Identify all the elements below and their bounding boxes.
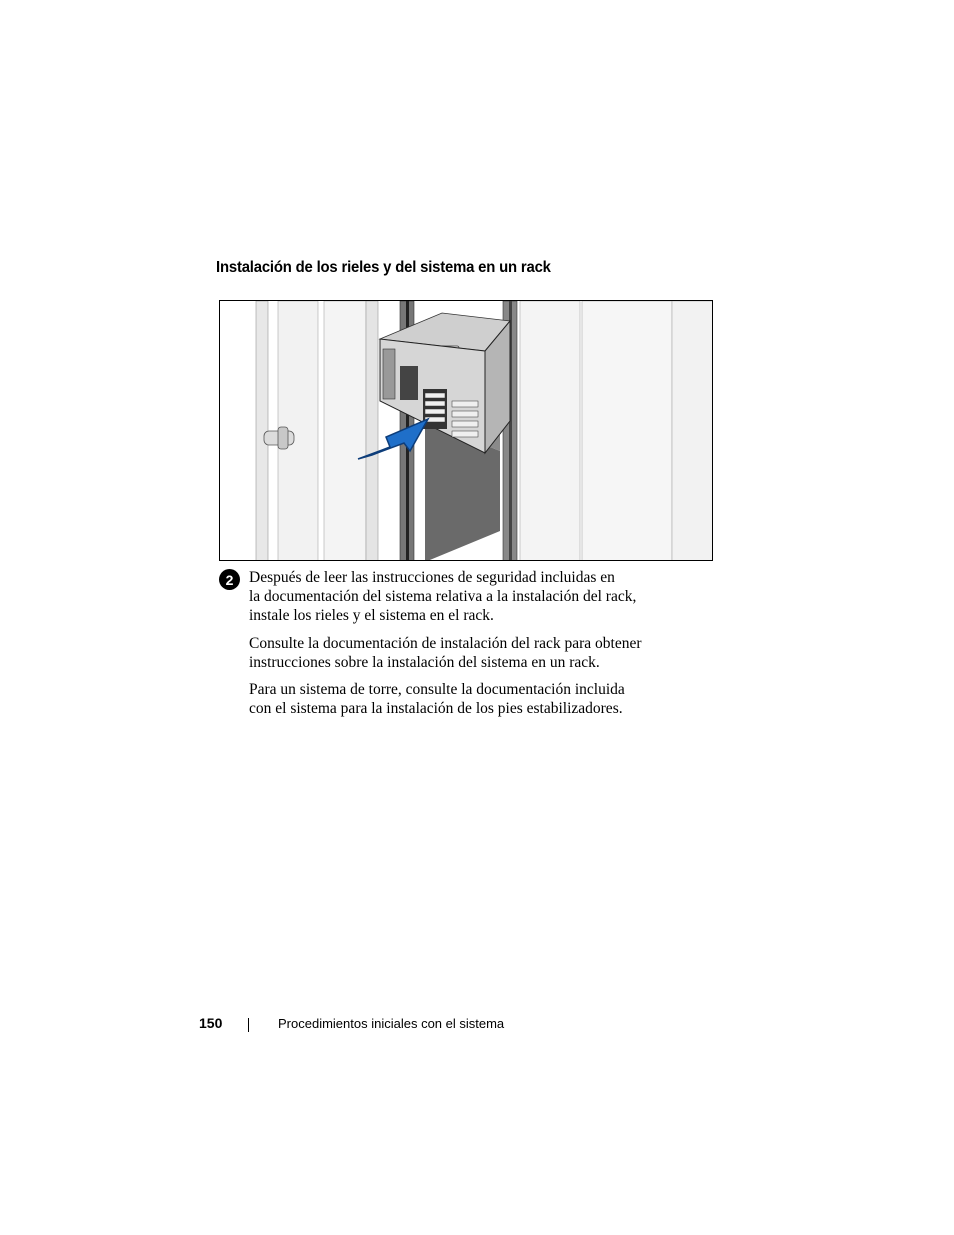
rack-installation-figure (219, 300, 713, 561)
text-line: Consulte la documentación de instalación del rack para obtener (249, 635, 642, 652)
step-paragraph-2 (249, 634, 689, 672)
footer-title: Procedimientos iniciales con el sistema (278, 1016, 505, 1031)
text-line: instrucciones sobre la instalación del sistema en un rack. (249, 654, 600, 671)
text-line: con el sistema para la instalación de los pies estabilizadores. (249, 700, 623, 717)
text-line: instale los rieles y el sistema en el rack. (249, 607, 494, 624)
page-number: 150 (199, 1015, 223, 1031)
text-line: Después de leer las instrucciones de seguridad incluidas en (249, 569, 615, 586)
text-line: Para un sistema de torre, consulte la documentación incluida (249, 681, 625, 698)
step-number-badge: 2 (219, 569, 240, 590)
text-line: la documentación del sistema relativa a la instalación del rack, (249, 588, 637, 605)
footer-separator (248, 1018, 249, 1032)
step-paragraph-1 (249, 568, 689, 625)
section-heading: Instalación de los rieles y del sistema en un rack (216, 259, 551, 276)
step-paragraph-3 (249, 680, 689, 718)
rack-installation-illustration (220, 301, 713, 561)
